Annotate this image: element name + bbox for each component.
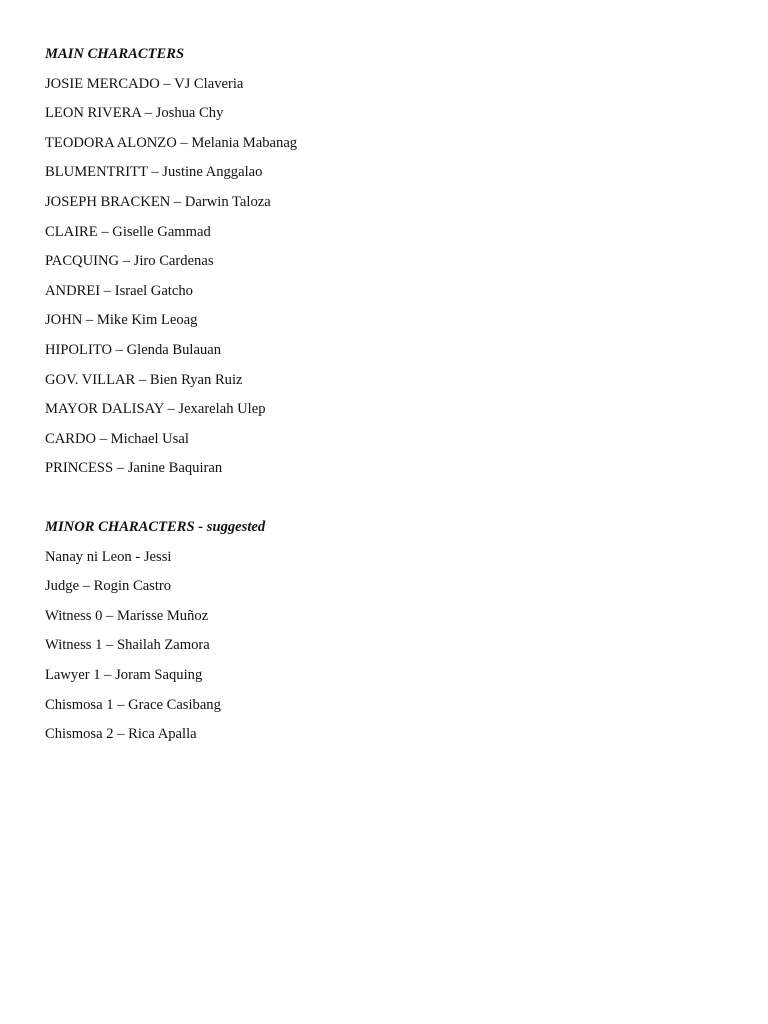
list-item: MAYOR DALISAY – Jexarelah Ulep: [45, 401, 266, 418]
list-item: Chismosa 1 – Grace Casibang: [45, 696, 221, 713]
main-characters-section: [45, 40, 297, 484]
list-item: PRINCESS – Janine Baquiran: [45, 460, 223, 477]
list-item: TEODORA ALONZO – Melania Mabanag: [45, 134, 298, 151]
list-item: Chismosa 2 – Rica Apalla: [45, 726, 197, 743]
main-characters-heading: MAIN CHARACTERS: [45, 46, 185, 62]
list-item: JOSEPH BRACKEN – Darwin Taloza: [45, 193, 271, 210]
minor-characters-list: [45, 543, 265, 750]
list-item: JOHN – Mike Kim Leoag: [45, 312, 198, 329]
list-item: Lawyer 1 – Joram Saquing: [45, 666, 203, 683]
list-item: HIPOLITO – Glenda Bulauan: [45, 341, 222, 358]
minor-characters-heading: MINOR CHARACTERS - suggested: [45, 519, 266, 535]
list-item: CLAIRE – Giselle Gammad: [45, 223, 211, 240]
list-item: BLUMENTRITT – Justine Anggalao: [45, 164, 263, 181]
list-item: JOSIE MERCADO – VJ Claveria: [45, 75, 244, 92]
list-item: ANDREI – Israel Gatcho: [45, 282, 193, 299]
list-item: Judge – Rogin Castro: [45, 578, 172, 595]
list-item: Witness 0 – Marisse Muñoz: [45, 607, 209, 624]
list-item: GOV. VILLAR – Bien Ryan Ruiz: [45, 371, 243, 388]
list-item: PACQUING – Jiro Cardenas: [45, 253, 214, 270]
main-characters-list: [45, 70, 297, 484]
list-item: Nanay ni Leon - Jessi: [45, 548, 172, 565]
list-item: LEON RIVERA – Joshua Chy: [45, 105, 224, 122]
minor-characters-section: [45, 513, 265, 750]
list-item: Witness 1 – Shailah Zamora: [45, 637, 210, 654]
list-item: CARDO – Michael Usal: [45, 430, 189, 447]
